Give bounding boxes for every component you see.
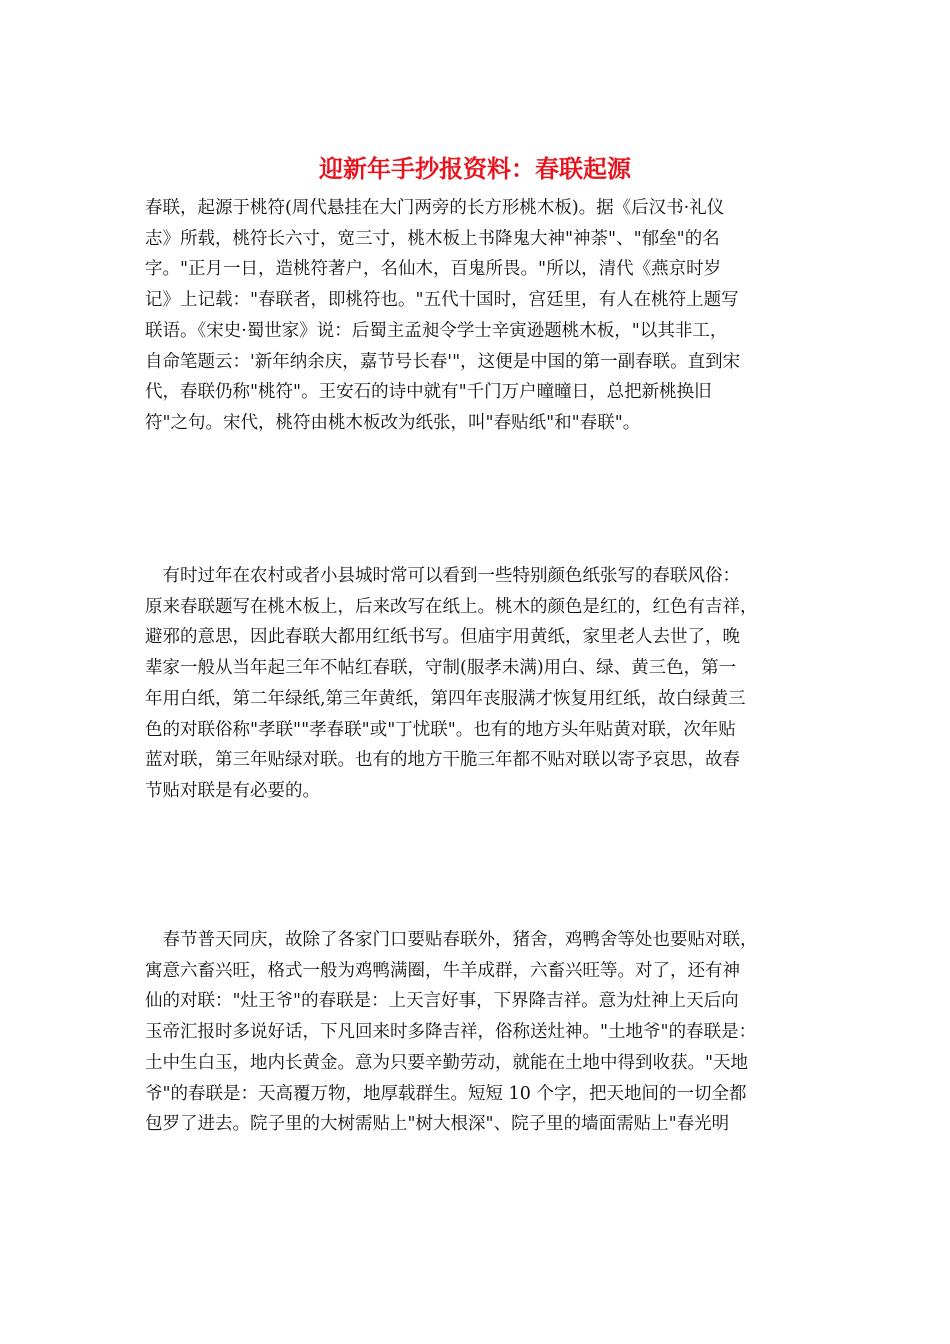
paragraph-line: 年用白纸，第二年绿纸,第三年黄纸，第四年丧服满才恢复用红纸，故白绿黄三 <box>145 688 746 709</box>
paragraph-colored-paper <box>145 561 825 807</box>
paragraph-line: 包罗了进去。院子里的大树需贴上"树大根深"、院子里的墙面需贴上"春光明 <box>145 1114 730 1135</box>
paragraph-line: 符"之句。宋代，桃符由桃木板改为纸张，叫"春贴纸"和"春联"。 <box>145 412 641 433</box>
paragraph-line: 代，春联仍称"桃符"。王安石的诗中就有"千门万户曈曈日，总把新桃换旧 <box>145 382 712 403</box>
paragraph-line: 爷"的春联是：天高覆万物，地厚载群生。短短 10 个字，把天地间的一切全都 <box>145 1083 747 1104</box>
paragraph-line: 原来春联题写在桃木板上，后来改写在纸上。桃木的颜色是红的，红色有吉祥， <box>145 596 758 617</box>
paragraph-line: 有时过年在农村或者小县城时常可以看到一些特别颜色纸张写的春联风俗： <box>145 566 740 586</box>
paragraph-line: 土中生白玉，地内长黄金。意为只要辛勤劳动，就能在土地中得到收获。"天地 <box>145 1052 749 1073</box>
paragraph-line: 仙的对联："灶王爷"的春联是：上天言好事，下界降吉祥。意为灶神上天后向 <box>145 991 739 1012</box>
paragraph-line: 避邪的意思，因此春联大都用红纸书写。但庙宇用黄纸，家里老人去世了，晚 <box>145 627 740 648</box>
paragraph-line: 玉帝汇报时多说好话，下凡回来时多降吉祥，俗称送灶神。"土地爷"的春联是： <box>145 1022 757 1043</box>
paragraph-line: 春联，起源于桃符(周代悬挂在大门两旁的长方形桃木板)。据《后汉书·礼仪 <box>145 198 725 218</box>
page-title: 迎新年手抄报资料：春联起源 <box>319 154 631 183</box>
paragraph-line: 色的对联俗称"孝联""孝春联"或"丁忧联"。也有的地方头年贴黄对联，次年贴 <box>145 719 736 740</box>
paragraph-line: 字。"正月一日，造桃符著户，名仙木，百鬼所畏。"所以，清代《燕京时岁 <box>145 259 722 280</box>
paragraph-line: 春节普天同庆，故除了各家门口要贴春联外，猪舍，鸡鸭舍等处也要贴对联， <box>145 930 758 950</box>
paragraph-line: 联语。《宋史·蜀世家》说：后蜀主孟昶令学士辛寅逊题桃木板，"以其非工， <box>145 320 728 341</box>
paragraph-line: 记》上记载："春联者，即桃符也。"五代十国时，宫廷里，有人在桃符上题写 <box>145 290 739 311</box>
paragraph-origin <box>145 193 825 439</box>
paragraph-line: 寓意六畜兴旺，格式一般为鸡鸭满圈，牛羊成群，六畜兴旺等。对了，还有神 <box>145 960 740 981</box>
paragraph-festival-couplets <box>145 925 825 1140</box>
paragraph-line: 志》所载，桃符长六寸，宽三寸，桃木板上书降鬼大神"神荼"、"郁垒"的名 <box>145 228 720 249</box>
paragraph-line: 蓝对联，第三年贴绿对联。也有的地方干脆三年都不贴对联以寄予哀思，故春 <box>145 750 740 771</box>
paragraph-line: 辈家一般从当年起三年不帖红春联，守制(服孝未满)用白、绿、黄三色，第一 <box>145 658 737 679</box>
paragraph-line: 自命笔题云：'新年纳余庆，嘉节号长春'"，这便是中国的第一副春联。直到宋 <box>145 351 741 372</box>
paragraph-line: 节贴对联是有必要的。 <box>145 780 320 801</box>
